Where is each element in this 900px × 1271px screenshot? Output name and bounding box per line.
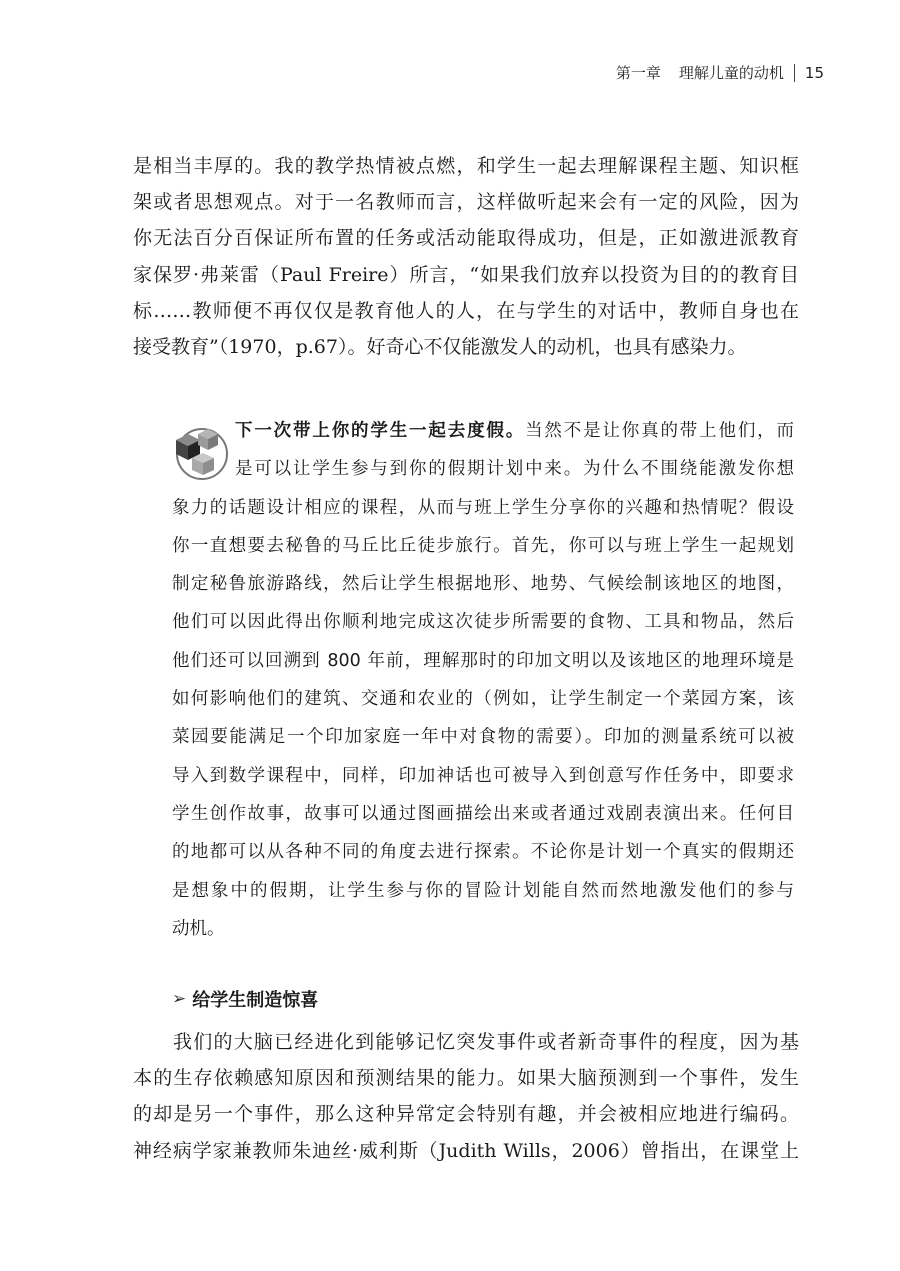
paragraph-line: 架或者思想观点。对于一名教师而言，这样做听起来会有一定的风险，因为 (133, 191, 799, 214)
tip-line: 的地都可以从各种不同的角度去进行探索。不论你是计划一个真实的假期还 (172, 842, 794, 863)
page-number: 15 (804, 63, 824, 82)
tip-first-line-rest: 当然不是让你真的带上他们，而 (525, 421, 795, 441)
tip-line (172, 412, 794, 450)
tip-box (172, 412, 794, 948)
paragraph-line: 家保罗·弗莱雷（Paul Freire）所言，“如果我们放弃以投资为目的的教育目 (133, 263, 799, 286)
tip-line: 他们可以因此得出你顺利地完成这次徒步所需要的食物、工具和物品，然后 (172, 612, 794, 633)
section-title: 给学生制造惊喜 (192, 990, 319, 1011)
tip-line: 制定秘鲁旅游路线，然后让学生根据地形、地势、气候绘制该地区的地图， (172, 574, 794, 595)
running-header (616, 62, 824, 83)
tip-line: 象力的话题设计相应的课程，从而与班上学生分享你的兴趣和热情呢？假设 (172, 497, 794, 518)
paragraph-line: 神经病学家兼教师朱迪丝·威利斯（Judith Wills，2006）曾指出，在课堂上 (133, 1139, 799, 1162)
tip-line: 你一直想要去秘鲁的马丘比丘徒步旅行。首先，你可以与班上学生一起规划 (172, 535, 794, 556)
paragraph-line: 你无法百分百保证所布置的任务或活动能取得成功，但是，正如激进派教育 (133, 227, 799, 250)
tip-line: 是可以让学生参与到你的假期计划中来。为什么不围绕能激发你想 (235, 459, 794, 480)
paragraph-1 (133, 148, 799, 365)
paragraph-line: 接受教育”（1970，p.67）。好奇心不仅能激发人的动机，也具有感染力。 (133, 336, 747, 359)
section-heading (172, 986, 318, 1012)
tip-line: 他们还可以回溯到 800 年前，理解那时的印加文明以及该地区的地理环境是 (172, 650, 794, 671)
tip-lead: 下一次带上你的学生一起去度假。 (235, 421, 526, 441)
tip-line: 菜园要能满足一个印加家庭一年中对食物的需要）。印加的测量系统可以被 (172, 727, 794, 748)
tip-line: 学生创作故事，故事可以通过图画描绘出来或者通过戏剧表演出来。任何目 (172, 803, 794, 824)
paragraph-line: 的却是另一个事件，那么这种异常定会特别有趣，并会被相应地进行编码。 (133, 1103, 799, 1126)
paragraph-line: 本的生存依赖感知原因和预测结果的能力。如果大脑预测到一个事件，发生 (133, 1067, 799, 1090)
arrow-icon: ➢ (172, 989, 187, 1009)
tip-line: 动机。 (172, 918, 225, 939)
paragraph-line: 我们的大脑已经进化到能够记忆突发事件或者新奇事件的程度，因为基 (173, 1031, 799, 1053)
tip-line: 如何影响他们的建筑、交通和农业的（例如，让学生制定一个菜园方案，该 (172, 689, 794, 710)
tip-line: 导入到数学课程中，同样，印加神话也可被导入到创意写作任务中，即要求 (172, 765, 794, 786)
header-title: 理解儿童的动机 (678, 64, 784, 82)
header-chapter: 第一章 (615, 64, 661, 82)
paragraph-2 (133, 1024, 799, 1169)
paragraph-line: 是相当丰厚的。我的教学热情被点燃，和学生一起去理解课程主题、知识框 (133, 155, 799, 177)
tip-line: 是想象中的假期，让学生参与你的冒险计划能自然而然地激发他们的参与 (172, 880, 794, 901)
header-divider (794, 64, 795, 82)
paragraph-line: 标……教师便不再仅仅是教育他人的人，在与学生的对话中，教师自身也在 (133, 299, 799, 322)
